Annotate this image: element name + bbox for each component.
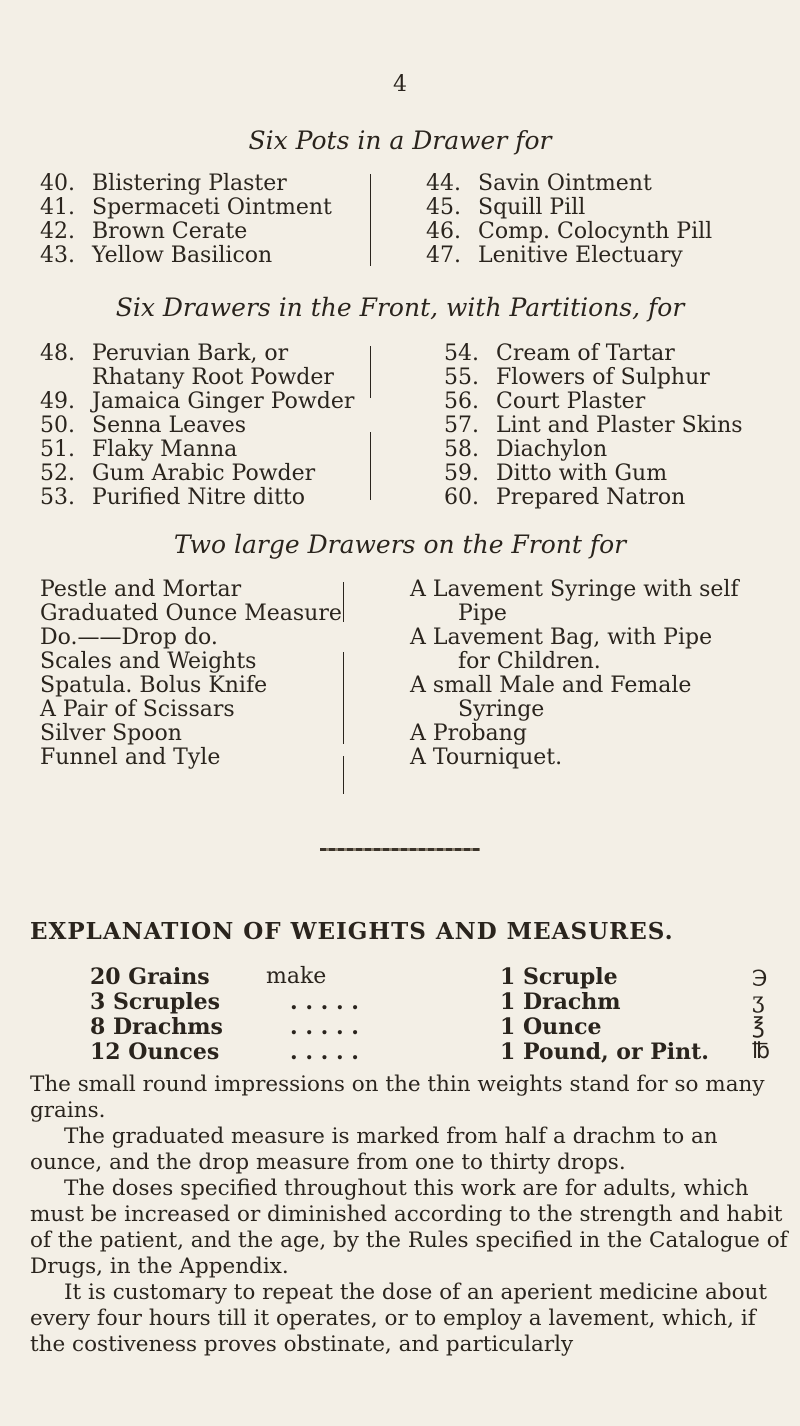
table-cell: 1 Pound, or Pint.	[500, 1039, 709, 1065]
pound-symbol-icon: ℔	[752, 1039, 770, 1064]
list-item: 41. Spermaceti Ointment	[40, 195, 332, 220]
list-item: for Children.	[458, 649, 601, 674]
paragraph: The doses specified throughout this work are for adults, which must be increased or diminished according to the strength and habit of the patient, and the age, by the Rules specified in the Catalogue of Drugs, in the Appendix.	[30, 1176, 788, 1279]
pots-left-list	[40, 172, 332, 268]
heading-drawers: Six Drawers in the Front, with Partitions, for	[115, 293, 685, 322]
list-item: 46. Comp. Colocynth Pill	[426, 219, 713, 244]
column-divider	[343, 756, 344, 794]
heading-pots: Six Pots in a Drawer for	[248, 126, 552, 155]
list-item: Silver Spoon	[40, 721, 182, 746]
list-item: 43. Yellow Basilicon	[40, 243, 273, 268]
paragraph: The graduated measure is marked from half a drachm to an ounce, and the drop measure from one to thirty drops.	[30, 1124, 718, 1175]
pots-right-list	[426, 172, 712, 268]
paragraph: The small round impressions on the thin weights stand for so many grains.	[30, 1072, 765, 1123]
list-item: Graduated Ounce Measure	[40, 601, 342, 626]
list-item: 57. Lint and Plaster Skins	[444, 413, 743, 438]
table-cell: . . . . .	[290, 989, 359, 1015]
heading-large-drawers: Two large Drawers on the Front for	[173, 530, 627, 559]
drawers-right-list	[444, 342, 743, 510]
list-item: 56. Court Plaster	[444, 389, 646, 414]
list-item: A Lavement Syringe with self	[410, 577, 739, 602]
table-cell: 20 Grains	[90, 964, 210, 990]
ornamental-rule	[320, 848, 480, 851]
list-item: A small Male and Female	[410, 673, 692, 698]
list-item: Rhatany Root Powder	[92, 365, 334, 390]
list-item: 47. Lenitive Electuary	[426, 243, 683, 268]
list-item: 45. Squill Pill	[426, 195, 586, 220]
list-item: 53. Purified Nitre ditto	[40, 485, 305, 510]
list-item: 58. Diachylon	[444, 437, 608, 462]
column-divider	[370, 346, 371, 398]
list-item: 55. Flowers of Sulphur	[444, 365, 710, 390]
list-item: 49. Jamaica Ginger Powder	[40, 389, 355, 414]
paragraph: It is customary to repeat the dose of an aperient medicine about every four hours till it operates, or to employ a lavement, which, if the costiveness proves obstinate, and particularly	[30, 1280, 768, 1357]
table-cell: 1 Drachm	[500, 989, 621, 1015]
table-cell: 1 Ounce	[500, 1014, 602, 1040]
table-cell: . . . . .	[290, 1039, 359, 1065]
list-item: 48. Peruvian Bark, or	[40, 341, 289, 366]
table-cell: 8 Drachms	[90, 1014, 223, 1040]
ounce-symbol-icon: ℥	[752, 1014, 765, 1039]
list-item: 50. Senna Leaves	[40, 413, 247, 438]
list-item: A Pair of Scissars	[40, 697, 235, 722]
column-divider	[370, 432, 371, 500]
list-item: 52. Gum Arabic Powder	[40, 461, 316, 486]
table-cell: make	[266, 964, 327, 989]
list-item: A Lavement Bag, with Pipe	[410, 625, 713, 650]
large-right-list	[410, 578, 739, 770]
body-text	[30, 1072, 790, 1358]
list-item: Syringe	[458, 697, 545, 722]
table-cell: . . . . .	[290, 1014, 359, 1040]
table-cell: 3 Scruples	[90, 989, 220, 1015]
column-divider	[343, 652, 344, 744]
list-item: 44. Savin Ointment	[426, 171, 652, 196]
drachm-symbol-icon: ʒ	[752, 989, 765, 1014]
list-item: Scales and Weights	[40, 649, 257, 674]
list-item: Spatula. Bolus Knife	[40, 673, 268, 698]
list-item: 54. Cream of Tartar	[444, 341, 675, 366]
list-item: 42. Brown Cerate	[40, 219, 248, 244]
list-item: 59. Ditto with Gum	[444, 461, 668, 486]
column-divider	[370, 174, 371, 266]
list-item: 51. Flaky Manna	[40, 437, 238, 462]
large-left-list	[40, 578, 342, 770]
list-item: A Probang	[410, 721, 527, 746]
list-item: A Tourniquet.	[410, 745, 563, 770]
table-cell: 12 Ounces	[90, 1039, 220, 1065]
column-divider	[343, 582, 344, 622]
scruple-symbol-icon: ℈	[752, 964, 768, 989]
list-item: Funnel and Tyle	[40, 745, 221, 770]
list-item: Pestle and Mortar	[40, 577, 242, 602]
list-item: Do.——Drop do.	[40, 625, 218, 650]
page-number: 4	[393, 72, 407, 97]
explanation-title: EXPLANATION OF WEIGHTS AND MEASURES.	[30, 918, 674, 945]
table-cell: 1 Scruple	[500, 964, 618, 990]
list-item: 60. Prepared Natron	[444, 485, 686, 510]
list-item: 40. Blistering Plaster	[40, 171, 287, 196]
drawers-left-list	[40, 342, 354, 510]
list-item: Pipe	[458, 601, 507, 626]
